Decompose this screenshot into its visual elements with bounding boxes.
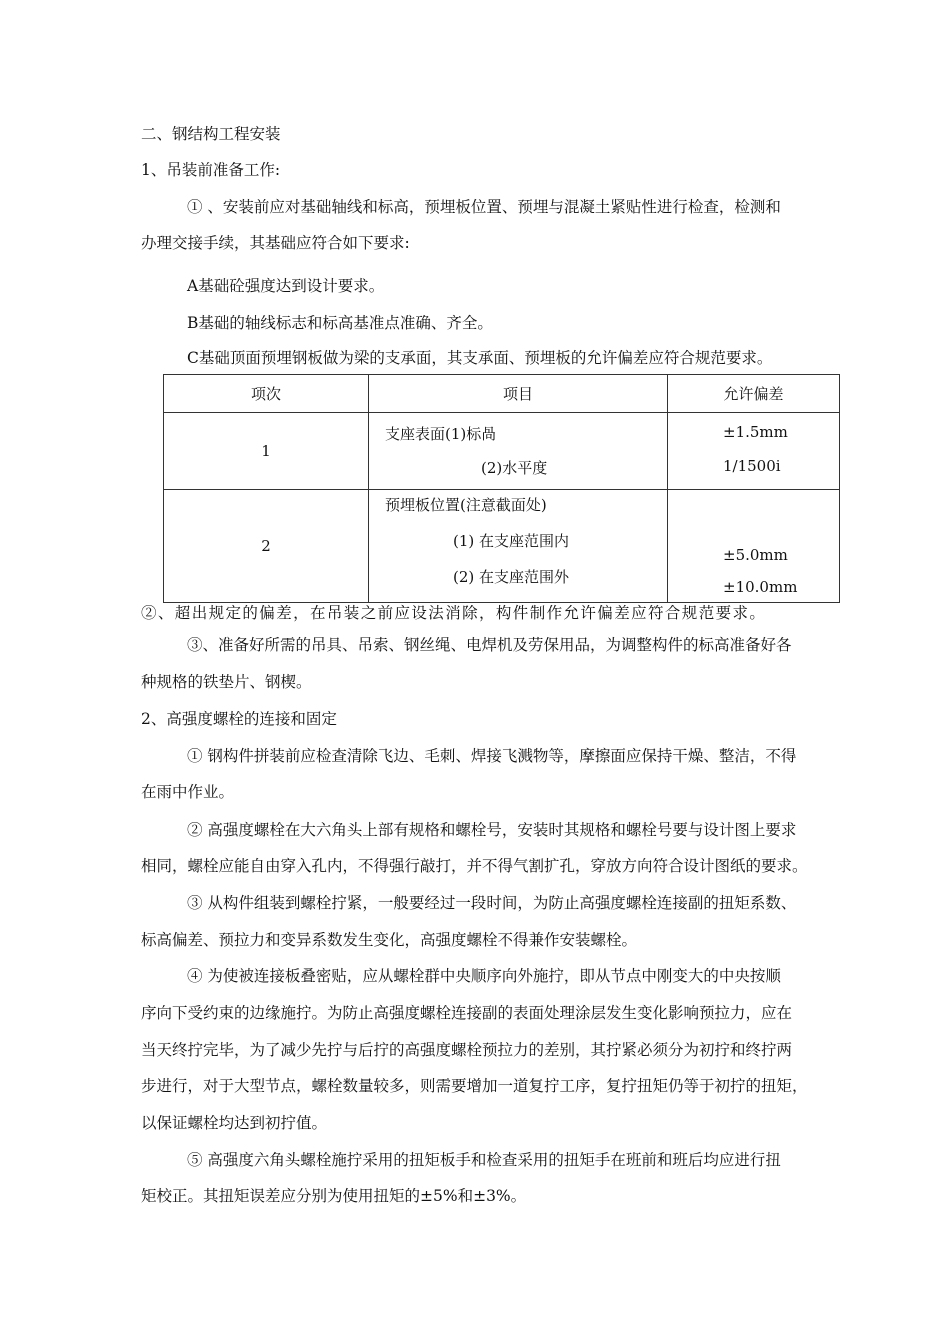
row-2-item-line-2: (1) 在支座范围内 xyxy=(453,532,570,550)
bolt-paragraph-3-line-2: 标高偏差、预拉力和变异系数发生变化，高强度螺栓不得兼作安装螺栓。 xyxy=(141,931,638,949)
row-2-item-line-3: (2) 在支座范围外 xyxy=(453,568,570,586)
bolt-paragraph-4-line-3: 当天终拧完毕，为了减少先拧与后拧的高强度螺栓预拉力的差别，其拧紧必须分为初拧和终拧两 xyxy=(141,1041,793,1059)
bolt-paragraph-5-line-2: 矩校正。其扭矩误差应分别为使用扭矩的±5%和±3%。 xyxy=(141,1187,527,1205)
paragraph-1-line-2: 办理交接手续，其基础应符合如下要求: xyxy=(141,234,410,252)
requirement-c: C基础顶面预埋钢板做为梁的支承面，其支承面、预埋板的允许偏差应符合规范要求。 xyxy=(187,349,773,367)
row-1-item-line-2: (2)水平度 xyxy=(481,459,548,477)
paragraph-3-line-2: 种规格的铁垫片、钢楔。 xyxy=(141,673,312,691)
table-header-row xyxy=(164,375,840,413)
row-1-item-line-1: 支座表面(1)标咼 xyxy=(385,425,497,443)
bolt-paragraph-1-line-1: ① 钢构件拼装前应检查清除飞边、毛刺、焊接飞溅物等，摩擦面应保持干燥、整洁，不得 xyxy=(187,747,797,765)
bolt-paragraph-5-line-1: ⑤ 高强度六角头螺栓施拧采用的扭矩板手和检查采用的扭矩手在班前和班后均应进行扭 xyxy=(187,1151,781,1169)
row-1-tolerance-line-1: ±1.5mm xyxy=(723,423,788,441)
bolt-paragraph-2-line-1: ② 高强度螺栓在大六角头上部有规格和螺栓号，安装时其规格和螺栓号要与设计图上要求 xyxy=(187,821,797,839)
header-no: 项次 xyxy=(164,375,369,413)
paragraph-1-line-1: ① 、安装前应对基础轴线和标高，预埋板位置、预埋与混凝土紧贴性进行检查，检测和 xyxy=(187,198,781,216)
subsection-title-2: 2、高强度螺栓的连接和固定 xyxy=(141,710,337,728)
bolt-paragraph-4-line-1: ④ 为使被连接板叠密贴，应从螺栓群中央顺序向外施拧，即从节点中刚变大的中央按顺 xyxy=(187,967,781,985)
row-2-tolerance xyxy=(668,490,840,603)
row-2-item xyxy=(369,490,668,603)
row-1-item xyxy=(369,413,668,490)
tolerance-table xyxy=(163,374,840,603)
bolt-paragraph-4-line-2: 序向下受约束的边缘施拧。为防止高强度螺栓连接副的表面处理涂层发生变化影响预拉力，应在 xyxy=(141,1004,793,1022)
requirement-b: B基础的轴线标志和标高基准点准确、齐全。 xyxy=(187,314,493,332)
row-2-tolerance-line-1: ±5.0mm xyxy=(723,546,788,564)
bolt-paragraph-4-line-5: 以保证螺栓均达到初拧值。 xyxy=(141,1114,328,1132)
row-1-no: 1 xyxy=(164,413,369,490)
row-1-tolerance-line-2: 1/1500i xyxy=(723,457,781,475)
row-2-tolerance-line-2: ±10.0mm xyxy=(723,578,798,596)
table-row xyxy=(164,490,840,603)
row-1-tolerance xyxy=(668,413,840,490)
table-row xyxy=(164,413,840,490)
subsection-title-1: 1、吊装前准备工作: xyxy=(141,161,281,179)
header-item: 项目 xyxy=(369,375,668,413)
bolt-paragraph-3-line-1: ③ 从构件组装到螺栓拧紧，一般要经过一段时间，为防止高强度螺栓连接副的扭矩系数、 xyxy=(187,894,797,912)
row-2-no: 2 xyxy=(164,490,369,603)
bolt-paragraph-1-line-2: 在雨中作业。 xyxy=(141,783,235,801)
bolt-paragraph-2-line-2: 相同，螺栓应能自由穿入孔内，不得强行敲打，并不得气割扩孔，穿放方向符合设计图纸的要求。 xyxy=(141,857,808,875)
bolt-paragraph-4-line-4: 步进行，对于大型节点，螺栓数量较多，则需要增加一道复拧工序，复拧扭矩仍等于初拧的扭矩， xyxy=(141,1077,808,1095)
paragraph-3-line-1: ③、准备好所需的吊具、吊索、钢丝绳、电焊机及劳保用品，为调整构件的标高准备好各 xyxy=(187,636,792,654)
paragraph-2: ②、超出规定的偏差，在吊装之前应设法消除，构件制作允许偏差应符合规范要求。 xyxy=(141,604,767,622)
header-tolerance: 允许偏差 xyxy=(668,375,840,413)
section-title: 二、钢结构工程安装 xyxy=(141,125,281,143)
row-2-item-line-1: 预埋板位置(注意截面处) xyxy=(385,496,547,514)
requirement-a: A基础砼强度达到设计要求。 xyxy=(187,277,385,295)
